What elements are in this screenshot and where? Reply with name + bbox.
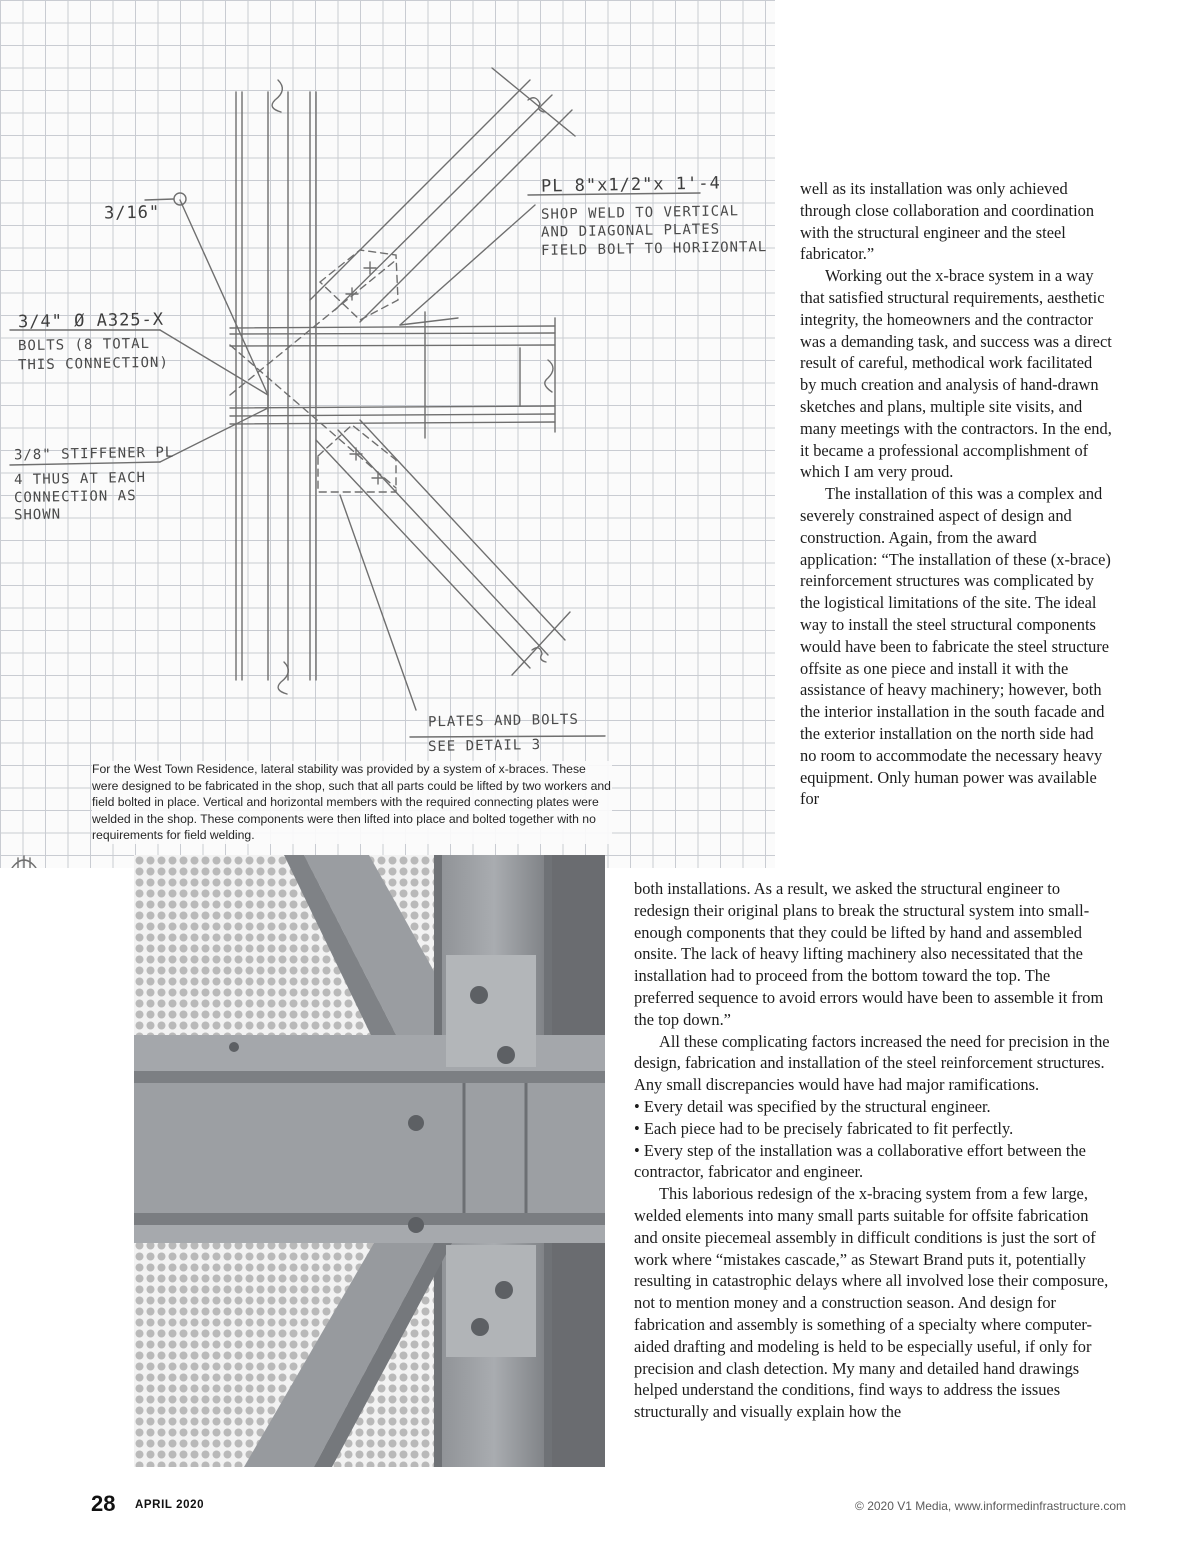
bullet-item: • Every step of the installation was a collaborative effort between the contractor, fabricator and engineer. bbox=[634, 1140, 1086, 1182]
paragraph: Working out the x-brace system in a way that satisfied structural requirements, aesthetic integrity, the homeowners and the contractor was a demanding task, and success was a direct result of careful, methodical work facilitated by much creation and analysis of hand-drawn sketches and plans, multiple site visits, and many meetings with the contractors. In the end, it became a professional accomplishment of which I am very proud. bbox=[800, 266, 1112, 482]
photo-illustration bbox=[134, 855, 605, 1467]
stiffener-desc-line-1: 4 THUS AT EACH bbox=[13, 469, 147, 489]
article-wide-column bbox=[634, 878, 1112, 1423]
plate-spec-note: PL 8"x1/2"x 1'-4 bbox=[540, 173, 721, 197]
steel-connection-photo bbox=[134, 855, 605, 1467]
paragraph: All these complicating factors increased the need for precision in the design, fabrication and installation of the steel reinforcement structures. Any small discrepancies would have had major ramifications. bbox=[634, 1031, 1110, 1095]
connection-sketch bbox=[0, 0, 775, 868]
bolt-spec-note: 3/4" Ø A325-X bbox=[17, 309, 165, 333]
plate-desc-line-3: FIELD BOLT TO HORIZONTAL bbox=[540, 239, 768, 259]
article-right-column bbox=[800, 178, 1112, 810]
plates-bolts-note-2: SEE DETAIL 3 bbox=[427, 737, 542, 755]
paragraph: The installation of this was a complex and severely constrained aspect of design and construction. Again, from the award application: “The installation of these (x-brace) reinforcement structures was complicated by the logistical limitations of the site. The ideal way to install the steel structural components would have been to fabricate the steel structure offsite as one piece and install it with the assistance of heavy machinery; however, both the interior installation in the south facade and the exterior installation on the north side had no room to accommodate the necessary heavy equipment. Only human power was available for bbox=[800, 484, 1111, 809]
paragraph: This laborious redesign of the x-bracing system from a few large, welded elements into many small parts suitable for offsite fabrication and onsite piecemeal assembly in difficult conditions is just the sort of work where “mistakes cascade,” as Stewart Brand puts it, potentially resulting in catastrophic delays where all involved lose their composure, not to mention money and a construction season. And design for fabrication and assembly is something of a specialty where computer-aided drafting and modeling is held to be especially useful, if only for precision and clash detection. My many and detailed hand drawings helped understand the conditions, find ways to address the issues structurally and visually explain how the bbox=[634, 1184, 1109, 1422]
figure-caption: For the West Town Residence, lateral stability was provided by a system of x-braces. These were designed to be fabricated in the shop, such that all parts could be lifted by two workers and field bolted in place. Vertical and horizontal members with the required connecting plates were welded in the shop. These components were then lifted into place and bolted together with no requirements for field welding. bbox=[92, 762, 611, 843]
weld-size-note: 3/16" bbox=[103, 202, 161, 224]
bullet-item: • Every detail was specified by the structural engineer. bbox=[634, 1096, 991, 1116]
issue-date: APRIL 2020 bbox=[135, 1499, 205, 1511]
bolt-desc-line-2: THIS CONNECTION) bbox=[17, 354, 169, 374]
stiffener-spec-note: 3/8" STIFFENER PL bbox=[13, 444, 175, 464]
stiffener-desc-line-3: SHOWN bbox=[13, 506, 62, 524]
bullet-item: • Each piece had to be precisely fabricated to fit perfectly. bbox=[634, 1118, 1014, 1138]
paragraph: both installations. As a result, we asked the structural engineer to redesign their original plans to break the structural system into small-enough components that they could be lifted by hand and assembled onsite. The lack of heavy lifting machinery also necessitated that the installation had to proceed from the bottom toward the top. The preferred sequence to avoid errors would have been to assemble it from the top down.” bbox=[634, 879, 1104, 1029]
plates-bolts-note-1: PLATES AND BOLTS bbox=[427, 711, 579, 731]
paragraph: well as its installation was only achieved through close collaboration and coordination with the structural engineer and the steel fabricator.” bbox=[800, 179, 1095, 264]
page-number: 28 bbox=[91, 1491, 116, 1516]
plate-desc-line-1: SHOP WELD TO VERTICAL bbox=[540, 203, 740, 223]
sketch-drawing bbox=[0, 0, 775, 868]
plate-desc-line-2: AND DIAGONAL PLATES bbox=[540, 221, 721, 241]
page-footer bbox=[91, 1491, 1126, 1518]
bolt-desc-line-1: BOLTS (8 TOTAL bbox=[17, 335, 151, 355]
copyright-notice: © 2020 V1 Media, www.informedinfrastructure.com bbox=[855, 1499, 1126, 1513]
stiffener-desc-line-2: CONNECTION AS bbox=[13, 487, 137, 507]
